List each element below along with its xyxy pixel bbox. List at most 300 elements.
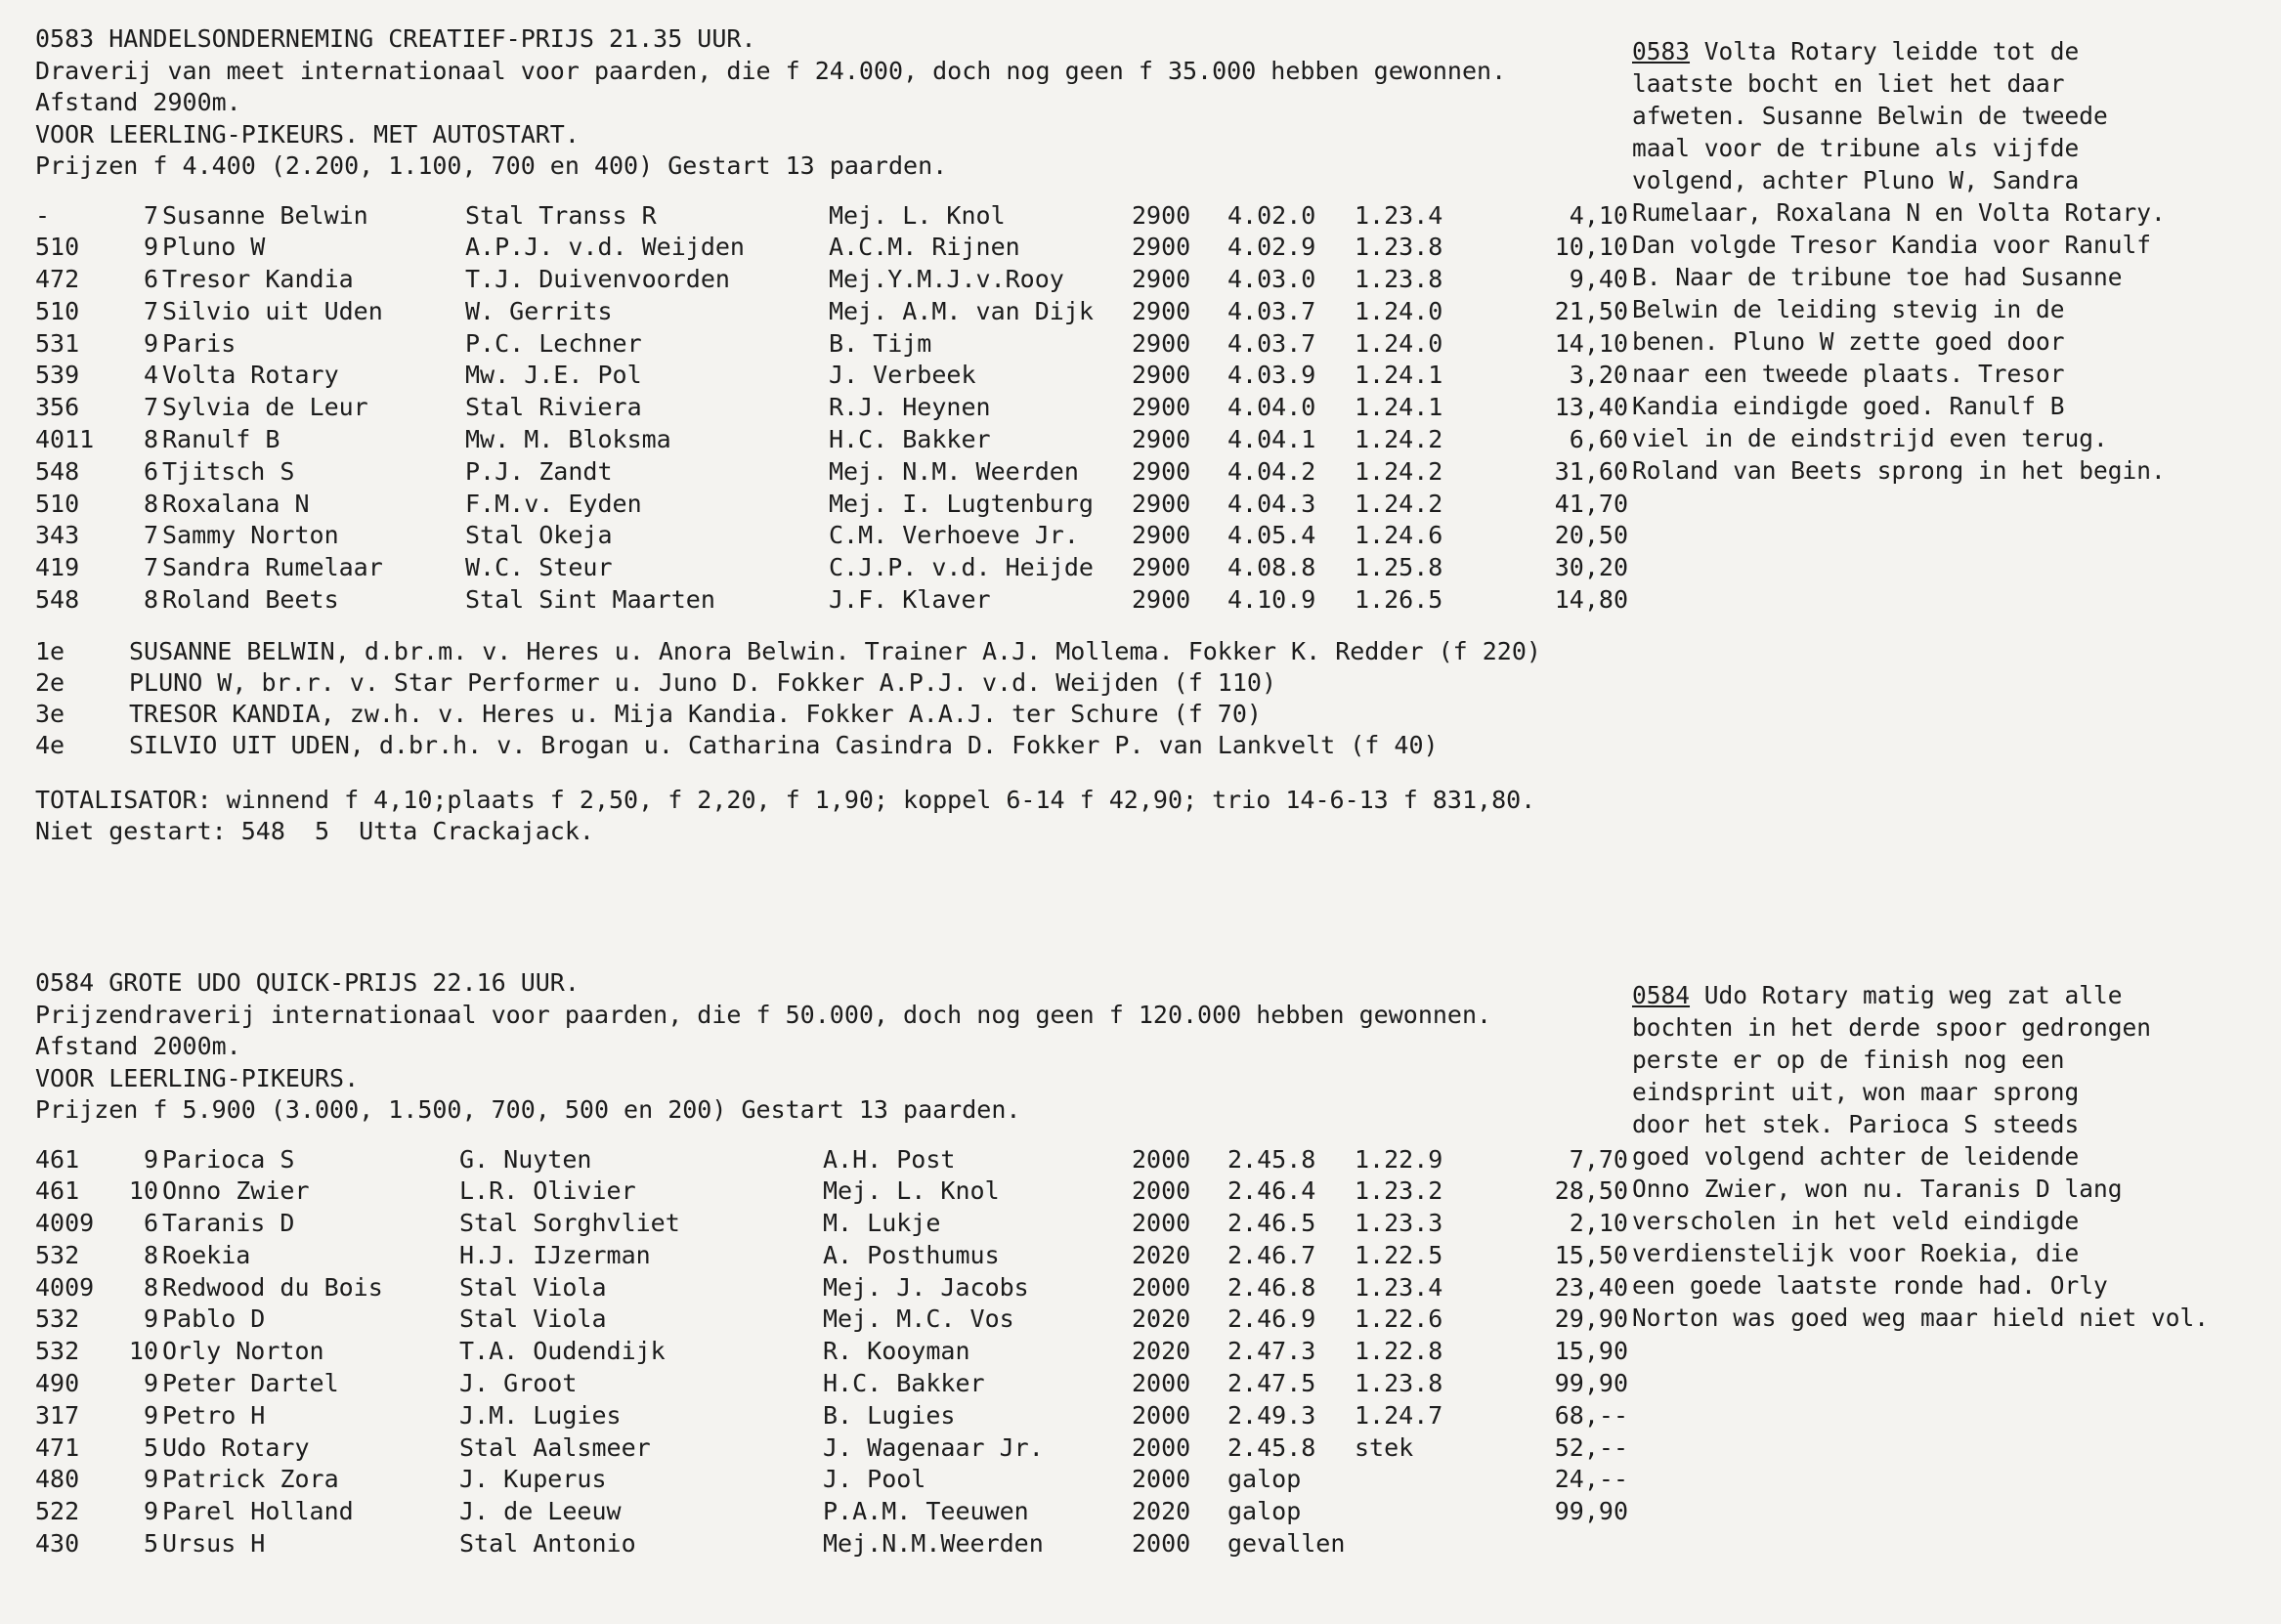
commentary-line: door het stek. Parioca S steeds (1632, 1110, 2080, 1138)
odds-value: 24,-- (1554, 1465, 1628, 1494)
owner-name: Mw. M. Bloksma (465, 425, 671, 454)
odds-value: 4,10 (1569, 200, 1628, 230)
distance: 2900 (1132, 296, 1191, 325)
commentary-line: Kandia eindigde goed. Ranulf B (1632, 392, 2065, 420)
commentary-line: Dan volgde Tresor Kandia voor Ranulf (1632, 231, 2152, 259)
last-race-number: 471 (35, 1432, 80, 1462)
driver-name: A.C.M. Rijnen (829, 233, 1020, 262)
km-time: 1.25.8 (1355, 553, 1443, 582)
pedigree-line: 4e SILVIO UIT UDEN, d.br.h. v. Brogan u. Catharina Casindra D. Fokker P. van Lankvelt (f 40) (35, 730, 1439, 759)
distance: 2900 (1132, 200, 1191, 230)
km-time: 1.24.1 (1355, 393, 1443, 422)
odds-value: 99,90 (1554, 1497, 1628, 1526)
finish-time: 4.05.4 (1227, 521, 1316, 550)
km-time: 1.24.2 (1355, 425, 1443, 454)
commentary-line: B. Naar de tribune toe had Susanne (1632, 263, 2123, 291)
horse-name: Parioca S (162, 1144, 295, 1174)
race-title: 0584 GROTE UDO QUICK-PRIJS 22.16 UUR. (35, 968, 580, 997)
table-row (35, 1272, 1657, 1304)
km-time: 1.22.5 (1355, 1240, 1443, 1269)
table-row (35, 1496, 1657, 1528)
odds-value: 68,-- (1554, 1400, 1628, 1430)
start-number: 9 (143, 1465, 158, 1494)
last-race-number: 548 (35, 456, 80, 486)
owner-name: P.J. Zandt (465, 456, 613, 486)
distance: 2000 (1132, 1529, 1191, 1559)
km-time: 1.23.8 (1355, 233, 1443, 262)
odds-value: 10,10 (1554, 233, 1628, 262)
km-time: 1.24.0 (1355, 296, 1443, 325)
race-prizes: Prijzen f 5.900 (3.000, 1.500, 700, 500 en 200) Gestart 13 paarden. (35, 1095, 1021, 1124)
table-row (35, 584, 1657, 617)
finish-time: 4.04.2 (1227, 456, 1316, 486)
last-race-number: 532 (35, 1337, 80, 1366)
finish-time: 2.45.8 (1227, 1432, 1316, 1462)
distance: 2020 (1132, 1337, 1191, 1366)
commentary-line: bochten in het derde spoor gedrongen (1632, 1013, 2152, 1042)
distance: 2900 (1132, 233, 1191, 262)
driver-name: J. Verbeek (829, 361, 976, 390)
start-number: 9 (143, 1497, 158, 1526)
owner-name: Stal Viola (459, 1304, 607, 1334)
table-row (35, 200, 1657, 233)
owner-name: F.M.v. Eyden (465, 489, 642, 518)
finish-time: 4.10.9 (1227, 585, 1316, 615)
distance: 2000 (1132, 1272, 1191, 1302)
commentary-line: Belwin de leiding stevig in de (1632, 295, 2065, 323)
horse-name: Ursus H (162, 1529, 266, 1559)
start-number: 9 (143, 328, 158, 358)
table-row (35, 1208, 1657, 1240)
commentary-line: benen. Pluno W zette goed door (1632, 327, 2065, 356)
odds-value: 3,20 (1569, 361, 1628, 390)
finish-time: gevallen (1227, 1529, 1346, 1559)
table-row (35, 1432, 1657, 1465)
driver-name: H.C. Bakker (823, 1369, 985, 1398)
race-conditions: Prijzendraverij internationaal voor paarden, die f 50.000, doch nog geen f 120.000 hebben gewonnen. (35, 1000, 1492, 1029)
commentary-race-number: 0583 (1632, 37, 1691, 65)
driver-name: P.A.M. Teeuwen (823, 1497, 1029, 1526)
totalisator-line: TOTALISATOR: winnend f 4,10;plaats f 2,50, f 2,20, f 1,90; koppel 6-14 f 42,90; trio 14-6-13 f 831,80. (35, 785, 1536, 814)
owner-name: H.J. IJzerman (459, 1240, 651, 1269)
start-number: 8 (143, 1272, 158, 1302)
horse-name: Ranulf B (162, 425, 280, 454)
owner-name: Stal Transs R (465, 200, 657, 230)
odds-value: 15,50 (1554, 1240, 1628, 1269)
odds-value: 14,10 (1554, 328, 1628, 358)
distance: 2000 (1132, 1432, 1191, 1462)
driver-name: A.H. Post (823, 1144, 956, 1174)
race-category: VOOR LEERLING-PIKEURS. MET AUTOSTART. (35, 119, 580, 149)
start-number: 8 (143, 585, 158, 615)
driver-name: Mej.N.M.Weerden (823, 1529, 1044, 1559)
owner-name: Stal Viola (459, 1272, 607, 1302)
commentary-line: verscholen in het veld eindigde (1632, 1207, 2080, 1235)
table-row (35, 1144, 1657, 1176)
distance: 2000 (1132, 1400, 1191, 1430)
last-race-number: 4009 (35, 1209, 95, 1238)
table-row (35, 1368, 1657, 1400)
race-header (35, 967, 1657, 1127)
driver-name: Mej. L. Knol (829, 200, 1006, 230)
last-race-number: 317 (35, 1400, 80, 1430)
finish-time: 4.03.9 (1227, 361, 1316, 390)
start-number: 9 (143, 1400, 158, 1430)
odds-value: 52,-- (1554, 1432, 1628, 1462)
owner-name: J. Groot (459, 1369, 578, 1398)
finish-time: 4.02.9 (1227, 233, 1316, 262)
horse-name: Patrick Zora (162, 1465, 339, 1494)
horse-name: Petro H (162, 1400, 266, 1430)
owner-name: J. Kuperus (459, 1465, 607, 1494)
start-number: 4 (143, 361, 158, 390)
commentary-line: Norton was goed weg maar hield niet vol. (1632, 1303, 2210, 1332)
km-time: 1.23.8 (1355, 265, 1443, 294)
table-row (35, 264, 1657, 296)
commentary-line: naar een tweede plaats. Tresor (1632, 360, 2065, 388)
km-time: 1.24.2 (1355, 489, 1443, 518)
last-race-number: 531 (35, 328, 80, 358)
table-row (35, 1400, 1657, 1432)
last-race-number: 480 (35, 1465, 80, 1494)
horse-name: Taranis D (162, 1209, 295, 1238)
horse-name: Susanne Belwin (162, 200, 368, 230)
distance: 2900 (1132, 585, 1191, 615)
start-number: 9 (143, 1144, 158, 1174)
horse-name: Sammy Norton (162, 521, 339, 550)
race-commentary (1632, 35, 2258, 487)
distance: 2020 (1132, 1240, 1191, 1269)
start-number: 6 (143, 456, 158, 486)
odds-value: 29,90 (1554, 1304, 1628, 1334)
commentary-line: Onno Zwier, won nu. Taranis D lang (1632, 1175, 2123, 1203)
owner-name: W.C. Steur (465, 553, 613, 582)
distance: 2000 (1132, 1369, 1191, 1398)
commentary-line: verdienstelijk voor Roekia, die (1632, 1239, 2080, 1267)
start-number: 10 (128, 1176, 158, 1206)
last-race-number: 461 (35, 1176, 80, 1206)
km-time: 1.23.8 (1355, 1369, 1443, 1398)
table-row (35, 1528, 1657, 1560)
finish-time: 4.03.7 (1227, 328, 1316, 358)
start-number: 8 (143, 425, 158, 454)
odds-value: 9,40 (1569, 265, 1628, 294)
start-number: 9 (143, 1304, 158, 1334)
odds-value: 28,50 (1554, 1176, 1628, 1206)
horse-name: Tjitsch S (162, 456, 295, 486)
distance: 2000 (1132, 1209, 1191, 1238)
race-distance: Afstand 2900m. (35, 88, 241, 116)
horse-name: Udo Rotary (162, 1432, 310, 1462)
commentary-line: Udo Rotary matig weg zat alle (1690, 981, 2123, 1009)
distance: 2000 (1132, 1144, 1191, 1174)
finish-time: 2.47.3 (1227, 1337, 1316, 1366)
last-race-number: 419 (35, 553, 80, 582)
owner-name: W. Gerrits (465, 296, 613, 325)
driver-name: R. Kooyman (823, 1337, 970, 1366)
owner-name: L.R. Olivier (459, 1176, 636, 1206)
finish-time: 4.02.0 (1227, 200, 1316, 230)
distance: 2020 (1132, 1304, 1191, 1334)
km-time: 1.26.5 (1355, 585, 1443, 615)
race-0584 (35, 967, 1657, 1560)
last-race-number: 490 (35, 1369, 80, 1398)
race-prizes: Prijzen f 4.400 (2.200, 1.100, 700 en 400) Gestart 13 paarden. (35, 151, 948, 180)
odds-value: 99,90 (1554, 1369, 1628, 1398)
start-number: 7 (143, 521, 158, 550)
last-race-number: 4011 (35, 425, 95, 454)
pedigree-line: 2e PLUNO W, br.r. v. Star Performer u. Juno D. Fokker A.P.J. v.d. Weijden (f 110) (35, 667, 1276, 697)
start-number: 7 (143, 200, 158, 230)
finish-time: 2.45.8 (1227, 1144, 1316, 1174)
owner-name: P.C. Lechner (465, 328, 642, 358)
horse-name: Volta Rotary (162, 361, 339, 390)
last-race-number: 510 (35, 233, 80, 262)
start-number: 5 (143, 1529, 158, 1559)
finish-time: 4.03.0 (1227, 265, 1316, 294)
finish-time: galop (1227, 1465, 1302, 1494)
finish-time: 4.08.8 (1227, 553, 1316, 582)
horse-name: Tresor Kandia (162, 265, 354, 294)
odds-value: 20,50 (1554, 521, 1628, 550)
driver-name: C.J.P. v.d. Heijde (829, 553, 1094, 582)
km-time: 1.22.8 (1355, 1337, 1443, 1366)
table-row (35, 328, 1657, 361)
odds-value: 23,40 (1554, 1272, 1628, 1302)
last-race-number: 522 (35, 1497, 80, 1526)
km-time: 1.23.4 (1355, 1272, 1443, 1302)
finish-time: 2.46.8 (1227, 1272, 1316, 1302)
odds-value: 41,70 (1554, 489, 1628, 518)
odds-value: 7,70 (1569, 1144, 1628, 1174)
last-race-number: 430 (35, 1529, 80, 1559)
table-row (35, 360, 1657, 392)
start-number: 9 (143, 233, 158, 262)
last-race-number: 4009 (35, 1272, 95, 1302)
table-row (35, 456, 1657, 489)
finish-time: 2.46.7 (1227, 1240, 1316, 1269)
race-category: VOOR LEERLING-PIKEURS. (35, 1063, 360, 1092)
km-time: 1.22.6 (1355, 1304, 1443, 1334)
table-row (35, 1464, 1657, 1496)
horse-name: Roland Beets (162, 585, 339, 615)
commentary-line: perste er op de finish nog een (1632, 1046, 2065, 1074)
table-row (35, 1175, 1657, 1208)
distance: 2900 (1132, 553, 1191, 582)
driver-name: R.J. Heynen (829, 393, 991, 422)
driver-name: B. Lugies (823, 1400, 956, 1430)
owner-name: Stal Sint Maarten (465, 585, 715, 615)
last-race-number: 510 (35, 489, 80, 518)
table-row (35, 296, 1657, 328)
distance: 2900 (1132, 521, 1191, 550)
race-0583 (35, 23, 1657, 848)
driver-name: Mej.Y.M.J.v.Rooy (829, 265, 1064, 294)
km-time: 1.24.7 (1355, 1400, 1443, 1430)
owner-name: T.J. Duivenvoorden (465, 265, 730, 294)
distance: 2900 (1132, 393, 1191, 422)
odds-value: 15,90 (1554, 1337, 1628, 1366)
horse-name: Onno Zwier (162, 1176, 310, 1206)
distance: 2020 (1132, 1497, 1191, 1526)
odds-value: 31,60 (1554, 456, 1628, 486)
start-number: 7 (143, 553, 158, 582)
results-table (35, 1144, 1657, 1560)
owner-name: J.M. Lugies (459, 1400, 622, 1430)
owner-name: Stal Sorghvliet (459, 1209, 680, 1238)
commentary-line: laatste bocht en liet het daar (1632, 69, 2065, 98)
commentary-line: Volta Rotary leidde tot de (1690, 37, 2080, 65)
last-race-number: 343 (35, 521, 80, 550)
km-time: 1.24.2 (1355, 456, 1443, 486)
driver-name: Mej. N.M. Weerden (829, 456, 1079, 486)
finish-time: galop (1227, 1497, 1302, 1526)
driver-name: H.C. Bakker (829, 425, 991, 454)
driver-name: J. Wagenaar Jr. (823, 1432, 1044, 1462)
owner-name: Stal Antonio (459, 1529, 636, 1559)
finish-time: 2.47.5 (1227, 1369, 1316, 1398)
km-time: 1.23.3 (1355, 1209, 1443, 1238)
driver-name: Mej. I. Lugtenburg (829, 489, 1094, 518)
horse-name: Parel Holland (162, 1497, 354, 1526)
driver-name: Mej. A.M. van Dijk (829, 296, 1094, 325)
driver-name: C.M. Verhoeve Jr. (829, 521, 1079, 550)
not-started-line: Niet gestart: 548 5 Utta Crackajack. (35, 817, 594, 846)
commentary-line: Roland van Beets sprong in het begin. (1632, 456, 2166, 485)
last-race-number: 532 (35, 1304, 80, 1334)
race-commentary (1632, 979, 2258, 1334)
km-time: 1.24.6 (1355, 521, 1443, 550)
horse-name: Pablo D (162, 1304, 266, 1334)
km-time: 1.23.2 (1355, 1176, 1443, 1206)
horse-name: Roekia (162, 1240, 251, 1269)
last-race-number: 548 (35, 585, 80, 615)
odds-value: 6,60 (1569, 425, 1628, 454)
finish-time: 4.04.3 (1227, 489, 1316, 518)
owner-name: Stal Riviera (465, 393, 642, 422)
commentary-race-number: 0584 (1632, 981, 1691, 1009)
commentary-line: goed volgend achter de leidende (1632, 1142, 2080, 1171)
odds-value: 21,50 (1554, 296, 1628, 325)
horse-name: Orly Norton (162, 1337, 324, 1366)
horse-name: Roxalana N (162, 489, 310, 518)
driver-name: M. Lukje (823, 1209, 941, 1238)
km-time: 1.22.9 (1355, 1144, 1443, 1174)
distance: 2900 (1132, 456, 1191, 486)
odds-value: 30,20 (1554, 553, 1628, 582)
horse-name: Peter Dartel (162, 1369, 339, 1398)
finish-time: 4.03.7 (1227, 296, 1316, 325)
start-number: 10 (128, 1337, 158, 1366)
table-row (35, 552, 1657, 584)
owner-name: Stal Okeja (465, 521, 613, 550)
commentary-line: maal voor de tribune als vijfde (1632, 134, 2080, 162)
last-race-number: 532 (35, 1240, 80, 1269)
driver-name: Mej. L. Knol (823, 1176, 1000, 1206)
start-number: 5 (143, 1432, 158, 1462)
odds-value: 14,80 (1554, 585, 1628, 615)
table-row (35, 232, 1657, 264)
driver-name: B. Tijm (829, 328, 932, 358)
last-race-number: 461 (35, 1144, 80, 1174)
commentary-line: een goede laatste ronde had. Orly (1632, 1271, 2108, 1300)
km-time: 1.24.1 (1355, 361, 1443, 390)
distance: 2900 (1132, 361, 1191, 390)
table-row (35, 520, 1657, 552)
distance: 2000 (1132, 1176, 1191, 1206)
driver-name: A. Posthumus (823, 1240, 1000, 1269)
race-header (35, 23, 1657, 183)
start-number: 7 (143, 296, 158, 325)
finish-time: 4.04.0 (1227, 393, 1316, 422)
results-table (35, 200, 1657, 617)
commentary-line: eindsprint uit, won maar sprong (1632, 1078, 2080, 1106)
owner-name: A.P.J. v.d. Weijden (465, 233, 745, 262)
finish-time: 2.46.4 (1227, 1176, 1316, 1206)
driver-name: Mej. J. Jacobs (823, 1272, 1029, 1302)
horse-name: Redwood du Bois (162, 1272, 383, 1302)
owner-name: T.A. Oudendijk (459, 1337, 666, 1366)
totalisator-block (35, 785, 1657, 848)
race-distance: Afstand 2000m. (35, 1032, 241, 1060)
start-number: 6 (143, 265, 158, 294)
commentary-line: Rumelaar, Roxalana N en Volta Rotary. (1632, 198, 2166, 227)
finish-time: 2.49.3 (1227, 1400, 1316, 1430)
pedigree-line: 3e TRESOR KANDIA, zw.h. v. Heres u. Mija Kandia. Fokker A.A.J. ter Schure (f 70) (35, 699, 1262, 728)
commentary-line: viel in de eindstrijd even terug. (1632, 424, 2108, 452)
table-row (35, 392, 1657, 424)
distance: 2900 (1132, 489, 1191, 518)
start-number: 8 (143, 1240, 158, 1269)
distance: 2900 (1132, 265, 1191, 294)
table-row (35, 1240, 1657, 1272)
odds-value: 2,10 (1569, 1209, 1628, 1238)
last-race-number: 510 (35, 296, 80, 325)
km-time: stek (1355, 1432, 1414, 1462)
race-title: 0583 HANDELSONDERNEMING CREATIEF-PRIJS 21.35 UUR. (35, 24, 756, 53)
driver-name: Mej. M.C. Vos (823, 1304, 1014, 1334)
finish-time: 2.46.9 (1227, 1304, 1316, 1334)
owner-name: J. de Leeuw (459, 1497, 622, 1526)
distance: 2900 (1132, 328, 1191, 358)
last-race-number: 472 (35, 265, 80, 294)
start-number: 7 (143, 393, 158, 422)
table-row (35, 424, 1657, 456)
horse-name: Paris (162, 328, 237, 358)
km-time: 1.24.0 (1355, 328, 1443, 358)
owner-name: Stal Aalsmeer (459, 1432, 651, 1462)
horse-name: Sandra Rumelaar (162, 553, 383, 582)
start-number: 8 (143, 489, 158, 518)
table-row (35, 1303, 1657, 1336)
race-conditions: Draverij van meet internationaal voor paarden, die f 24.000, doch nog geen f 35.000 hebben gewonnen. (35, 56, 1507, 85)
commentary-line: volgend, achter Pluno W, Sandra (1632, 166, 2080, 194)
last-race-number: - (35, 200, 51, 230)
horse-name: Pluno W (162, 233, 266, 262)
horse-name: Silvio uit Uden (162, 296, 383, 325)
commentary-line: afweten. Susanne Belwin de tweede (1632, 102, 2108, 130)
table-row (35, 1336, 1657, 1368)
horse-name: Sylvia de Leur (162, 393, 368, 422)
distance: 2000 (1132, 1465, 1191, 1494)
pedigree-list (35, 636, 1657, 761)
odds-value: 13,40 (1554, 393, 1628, 422)
finish-time: 2.46.5 (1227, 1209, 1316, 1238)
table-row (35, 489, 1657, 521)
pedigree-line: 1e SUSANNE BELWIN, d.br.m. v. Heres u. Anora Belwin. Trainer A.J. Mollema. Fokker K. Redder (f 220) (35, 636, 1541, 665)
last-race-number: 539 (35, 361, 80, 390)
driver-name: J.F. Klaver (829, 585, 991, 615)
